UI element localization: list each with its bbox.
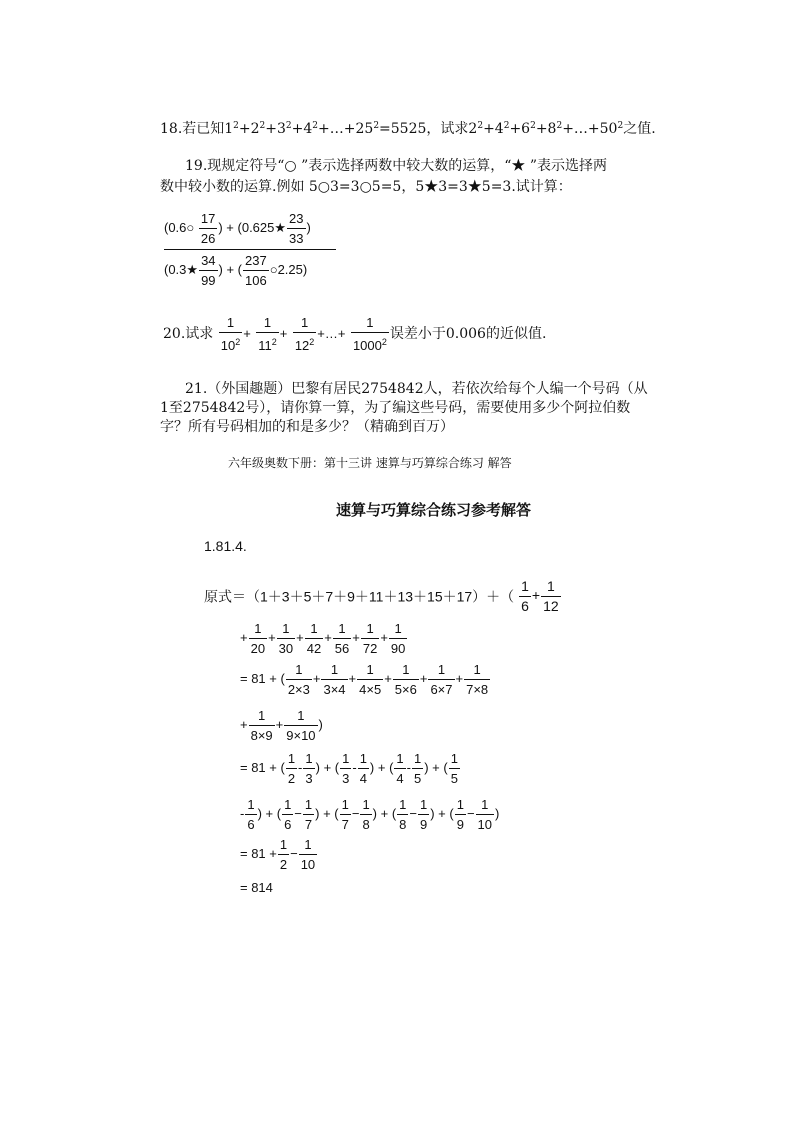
section-caption: 六年级奥数下册：第十三讲 速算与巧算综合练习 解答 (228, 456, 512, 470)
fraction (293, 314, 316, 354)
answer-item-1: 1.81.4. (204, 538, 247, 554)
q20-suffix: 误差小于0.006的近似值. (389, 326, 547, 342)
paren: ) (318, 716, 323, 732)
fraction-numerator: 1 (358, 750, 369, 769)
fraction-numerator: 1 (249, 620, 267, 639)
exponent: 2 (617, 121, 624, 131)
fraction-numerator: 1 (397, 796, 408, 815)
fraction (397, 796, 408, 833)
fraction-numerator: 1 (321, 661, 347, 680)
fraction-numerator: 17 (199, 210, 217, 229)
fraction-numerator: 1 (360, 796, 371, 815)
plus-sign: + (240, 629, 248, 645)
q18-term: +4 (483, 121, 504, 137)
fraction (305, 620, 323, 657)
fraction (418, 796, 429, 833)
fraction (286, 750, 297, 787)
plus-sign: + (275, 716, 284, 732)
fraction-numerator: 34 (199, 252, 217, 271)
fraction-denominator: 7×8 (466, 682, 489, 697)
fraction (277, 620, 295, 657)
exponent: 2 (530, 121, 536, 131)
fraction-numerator: 1 (305, 620, 323, 639)
fraction (428, 661, 454, 698)
fraction-denominator: 99 (201, 273, 216, 288)
exponent: 2 (373, 121, 380, 131)
fraction-denominator: 90 (390, 641, 406, 656)
q20-prefix: 20.试求 (163, 326, 214, 342)
fraction-numerator: 1 (256, 314, 279, 333)
fraction-numerator: 1 (394, 750, 405, 769)
fraction (256, 314, 279, 354)
fraction-denominator: 8 (362, 817, 370, 832)
paren: ) + ( (424, 759, 448, 775)
fraction-denominator: 3 (342, 771, 350, 786)
base: 12 (294, 338, 310, 353)
fraction-numerator: 1 (249, 707, 275, 726)
answer-line-6 (240, 796, 499, 833)
q18-mid: =5525，试求2 (379, 121, 478, 137)
fraction-denominator: 8×9 (250, 728, 273, 743)
fraction-denominator: 26 (200, 231, 216, 246)
exponent: 2 (271, 337, 277, 347)
paren: ) (495, 805, 500, 821)
q19-numerator (164, 210, 336, 250)
fraction-numerator: 1 (351, 314, 389, 333)
fraction-numerator: 1 (278, 836, 289, 855)
q18-term: +3 (265, 121, 286, 137)
question-19-line2: 数中较小数的运算.例如 5○3=3○5=5，5★3=3★5=3.试计算： (160, 179, 572, 195)
minus-sign: - (406, 759, 411, 775)
answer-line-3 (240, 661, 491, 698)
fraction (278, 836, 289, 873)
answer-line-7 (240, 836, 318, 873)
star-op-icon: ★ (274, 219, 287, 235)
fraction-numerator: 1 (449, 750, 460, 769)
fraction-denominator: 72 (362, 641, 378, 656)
fraction (358, 750, 369, 787)
q18-term: +8 (535, 121, 557, 137)
fraction-denominator: 10 (300, 857, 316, 872)
minus-sign: − (290, 845, 298, 861)
exponent: 2 (381, 337, 387, 347)
fraction-denominator: 2 (279, 857, 288, 872)
q18-term: +4 (291, 121, 313, 137)
answer-line-1 (204, 578, 562, 615)
expr-text: ) + ( (218, 261, 243, 277)
fraction-denominator: 5 (413, 771, 422, 786)
q18-term: +6 (509, 121, 531, 137)
fraction-numerator: 1 (361, 620, 379, 639)
fraction (243, 252, 269, 289)
fraction-numerator: 1 (284, 707, 317, 726)
fraction (321, 661, 347, 698)
fraction-numerator: 1 (412, 750, 423, 769)
question-20 (163, 314, 546, 354)
fraction-numerator: 1 (219, 314, 242, 333)
fraction (464, 661, 490, 698)
fraction-denominator (351, 333, 389, 354)
minus-sign: − (409, 805, 417, 821)
exponent: 2 (259, 121, 266, 131)
fraction-numerator: 1 (428, 661, 454, 680)
fraction-denominator: 3×4 (323, 682, 346, 697)
fraction-numerator: 1 (286, 661, 312, 680)
fraction (449, 750, 460, 787)
expr-text: (0.6 (164, 219, 187, 235)
base: 10 (220, 338, 236, 353)
plus-sign: + (419, 670, 428, 686)
q18-suffix: 之值. (623, 121, 656, 137)
paren: ) + ( (315, 759, 340, 775)
fraction-denominator: 2 (287, 771, 296, 786)
fraction-numerator: 1 (293, 314, 316, 333)
fraction-denominator: 6 (284, 817, 292, 832)
q18-prefix: 18.若已知1 (160, 121, 234, 137)
orig-label: 原式＝（1＋3＋5＋7＋9＋11＋13＋15＋17）＋（ (204, 588, 515, 605)
fraction-numerator: 1 (303, 796, 314, 815)
paren: ) + ( (430, 805, 454, 821)
fraction-numerator: 1 (393, 661, 419, 680)
exponent: 2 (312, 121, 319, 131)
fraction-denominator: 6×7 (430, 682, 453, 697)
answer-line-5 (240, 750, 461, 787)
fraction-denominator: 3 (305, 771, 313, 786)
fraction-numerator: 1 (418, 796, 429, 815)
plus-sign: + (324, 629, 332, 645)
fraction-numerator: 1 (340, 796, 351, 815)
answer-title: 速算与巧算综合练习参考解答 (336, 501, 532, 519)
plus-sign: + (384, 670, 392, 686)
q18-term: +…+25 (318, 121, 374, 137)
fraction (249, 620, 267, 657)
paren: ) + ( (369, 759, 394, 775)
minus-sign: - (240, 805, 245, 821)
fraction (299, 836, 317, 873)
fraction-denominator: 12 (543, 598, 559, 614)
fraction-denominator: 7 (341, 817, 349, 832)
plus-sign: + (240, 716, 248, 732)
q18-term: +2 (238, 121, 260, 137)
fraction-denominator: 56 (334, 641, 350, 656)
fraction (333, 620, 351, 657)
star-op-icon: ★ (186, 261, 199, 277)
minus-sign: - (352, 759, 357, 775)
fraction (199, 252, 217, 289)
plus-sign: + (348, 670, 357, 686)
exponent: 2 (556, 121, 563, 131)
fraction-denominator: 4 (359, 771, 367, 786)
fraction (394, 750, 405, 787)
fraction-denominator: 9 (456, 817, 464, 832)
fraction-numerator: 237 (243, 252, 269, 271)
fraction-denominator: 5 (450, 771, 458, 786)
fraction-numerator: 1 (299, 836, 317, 855)
paren: ) + ( (372, 805, 397, 821)
fraction (455, 796, 466, 833)
fraction-denominator: 7 (304, 817, 313, 832)
fraction-numerator: 1 (476, 796, 494, 815)
question-21-line1: 21.（外国趣题）巴黎有居民2754842人，若依次给每个人编一个号码（从 (185, 381, 648, 397)
fraction (541, 578, 561, 615)
fraction-denominator (293, 333, 316, 354)
fraction-denominator: 4×5 (359, 682, 382, 697)
fraction-numerator: 1 (277, 620, 295, 639)
fraction (360, 796, 371, 833)
fraction-denominator: 9×10 (286, 728, 316, 743)
exponent: 2 (503, 121, 510, 131)
base: 11 (258, 338, 272, 353)
paren: ) + ( (257, 805, 282, 821)
fraction-denominator: 9 (419, 817, 428, 832)
answer-line-2 (240, 620, 408, 657)
fraction-denominator: 2×3 (287, 682, 310, 697)
fraction (303, 796, 314, 833)
fraction (199, 210, 217, 247)
fraction (284, 707, 317, 744)
q19-expression (164, 210, 336, 289)
question-18 (160, 118, 656, 138)
fraction-numerator: 1 (464, 661, 490, 680)
plus-sign: + (380, 629, 388, 645)
ellipsis: +…+ (317, 326, 346, 341)
fraction-numerator: 1 (303, 750, 314, 769)
fraction-numerator: 1 (519, 578, 531, 597)
expr-text: ) (306, 219, 311, 235)
plus-sign: + (279, 326, 288, 341)
fraction-denominator: 4 (396, 771, 404, 786)
fraction (245, 796, 256, 833)
fraction-numerator: 1 (333, 620, 351, 639)
fraction-numerator: 1 (541, 578, 561, 597)
question-19-line1: 19.现规定符号“○ ”表示选择两数中较大数的运算，“★ ”表示选择两 (185, 158, 608, 174)
fraction-denominator (256, 333, 279, 354)
question-21-line3: 字？所有号码相加的和是多少？（精确到百万） (160, 419, 454, 435)
minus-sign: − (351, 805, 360, 821)
answer-line-4 (240, 707, 323, 744)
fraction (361, 620, 379, 657)
fraction-denominator: 20 (250, 641, 266, 656)
fraction-denominator: 30 (278, 641, 294, 656)
fraction-numerator: 23 (287, 210, 305, 229)
fraction (340, 750, 351, 787)
question-21-line2: 1至2754842号），请你算一算，为了编这些号码，需要使用多少个阿拉伯数 (160, 400, 631, 416)
line-prefix: = 81 + ( (240, 759, 285, 775)
plus-sign: + (296, 629, 304, 645)
plus-sign: + (243, 326, 251, 341)
fraction-denominator: 6 (247, 817, 255, 832)
expr-text: 2.25) (277, 261, 308, 277)
minus-sign: − (466, 805, 475, 821)
fraction-denominator: 106 (245, 273, 267, 288)
fraction (519, 578, 531, 615)
fraction (357, 661, 383, 698)
fraction (389, 620, 407, 657)
fraction (287, 210, 305, 247)
fraction-denominator: 33 (289, 231, 304, 246)
circle-op-icon: ○ (186, 219, 195, 235)
fraction (249, 707, 275, 744)
fraction-denominator: 6 (521, 598, 529, 614)
expr-text: (0.3 (164, 261, 187, 277)
fraction (351, 314, 389, 354)
fraction-numerator: 1 (455, 796, 466, 815)
fraction (340, 796, 351, 833)
fraction (303, 750, 314, 787)
fraction-numerator: 1 (340, 750, 351, 769)
minus-sign: − (294, 805, 302, 821)
fraction-denominator: 42 (306, 641, 322, 656)
q18-term: +…+50 (562, 121, 618, 137)
fraction-denominator (219, 333, 242, 354)
base: 1000 (352, 338, 382, 353)
exponent: 2 (309, 337, 315, 347)
minus-sign: - (298, 759, 303, 775)
fraction (393, 661, 419, 698)
plus-sign: + (312, 670, 321, 686)
fraction (476, 796, 494, 833)
exponent: 2 (477, 121, 484, 131)
paren: ) + ( (315, 805, 339, 821)
fraction-denominator: 10 (477, 817, 492, 832)
fraction-denominator: 5×6 (394, 682, 417, 697)
plus-sign: + (352, 629, 360, 645)
exponent: 2 (285, 121, 292, 131)
exponent: 2 (235, 337, 241, 347)
fraction (219, 314, 242, 354)
plus-sign: + (531, 587, 541, 604)
exponent: 2 (233, 121, 239, 131)
fraction-numerator: 1 (282, 796, 293, 815)
plus-sign: + (268, 629, 276, 645)
fraction-numerator: 1 (245, 796, 256, 815)
line-prefix: = 81 + ( (240, 670, 285, 686)
circle-op-icon: ○ (269, 261, 278, 277)
q19-denominator (164, 250, 336, 289)
answer-result: = 814 (240, 880, 273, 895)
fraction-denominator: 8 (399, 817, 407, 832)
fraction-numerator: 1 (389, 620, 407, 639)
fraction (286, 661, 312, 698)
fraction (412, 750, 423, 787)
fraction (282, 796, 293, 833)
expr-text: ) + (0.625 (218, 219, 275, 235)
fraction-numerator: 1 (286, 750, 297, 769)
line-prefix: = 81 + (240, 845, 277, 861)
plus-sign: + (455, 670, 464, 686)
fraction-numerator: 1 (357, 661, 383, 680)
